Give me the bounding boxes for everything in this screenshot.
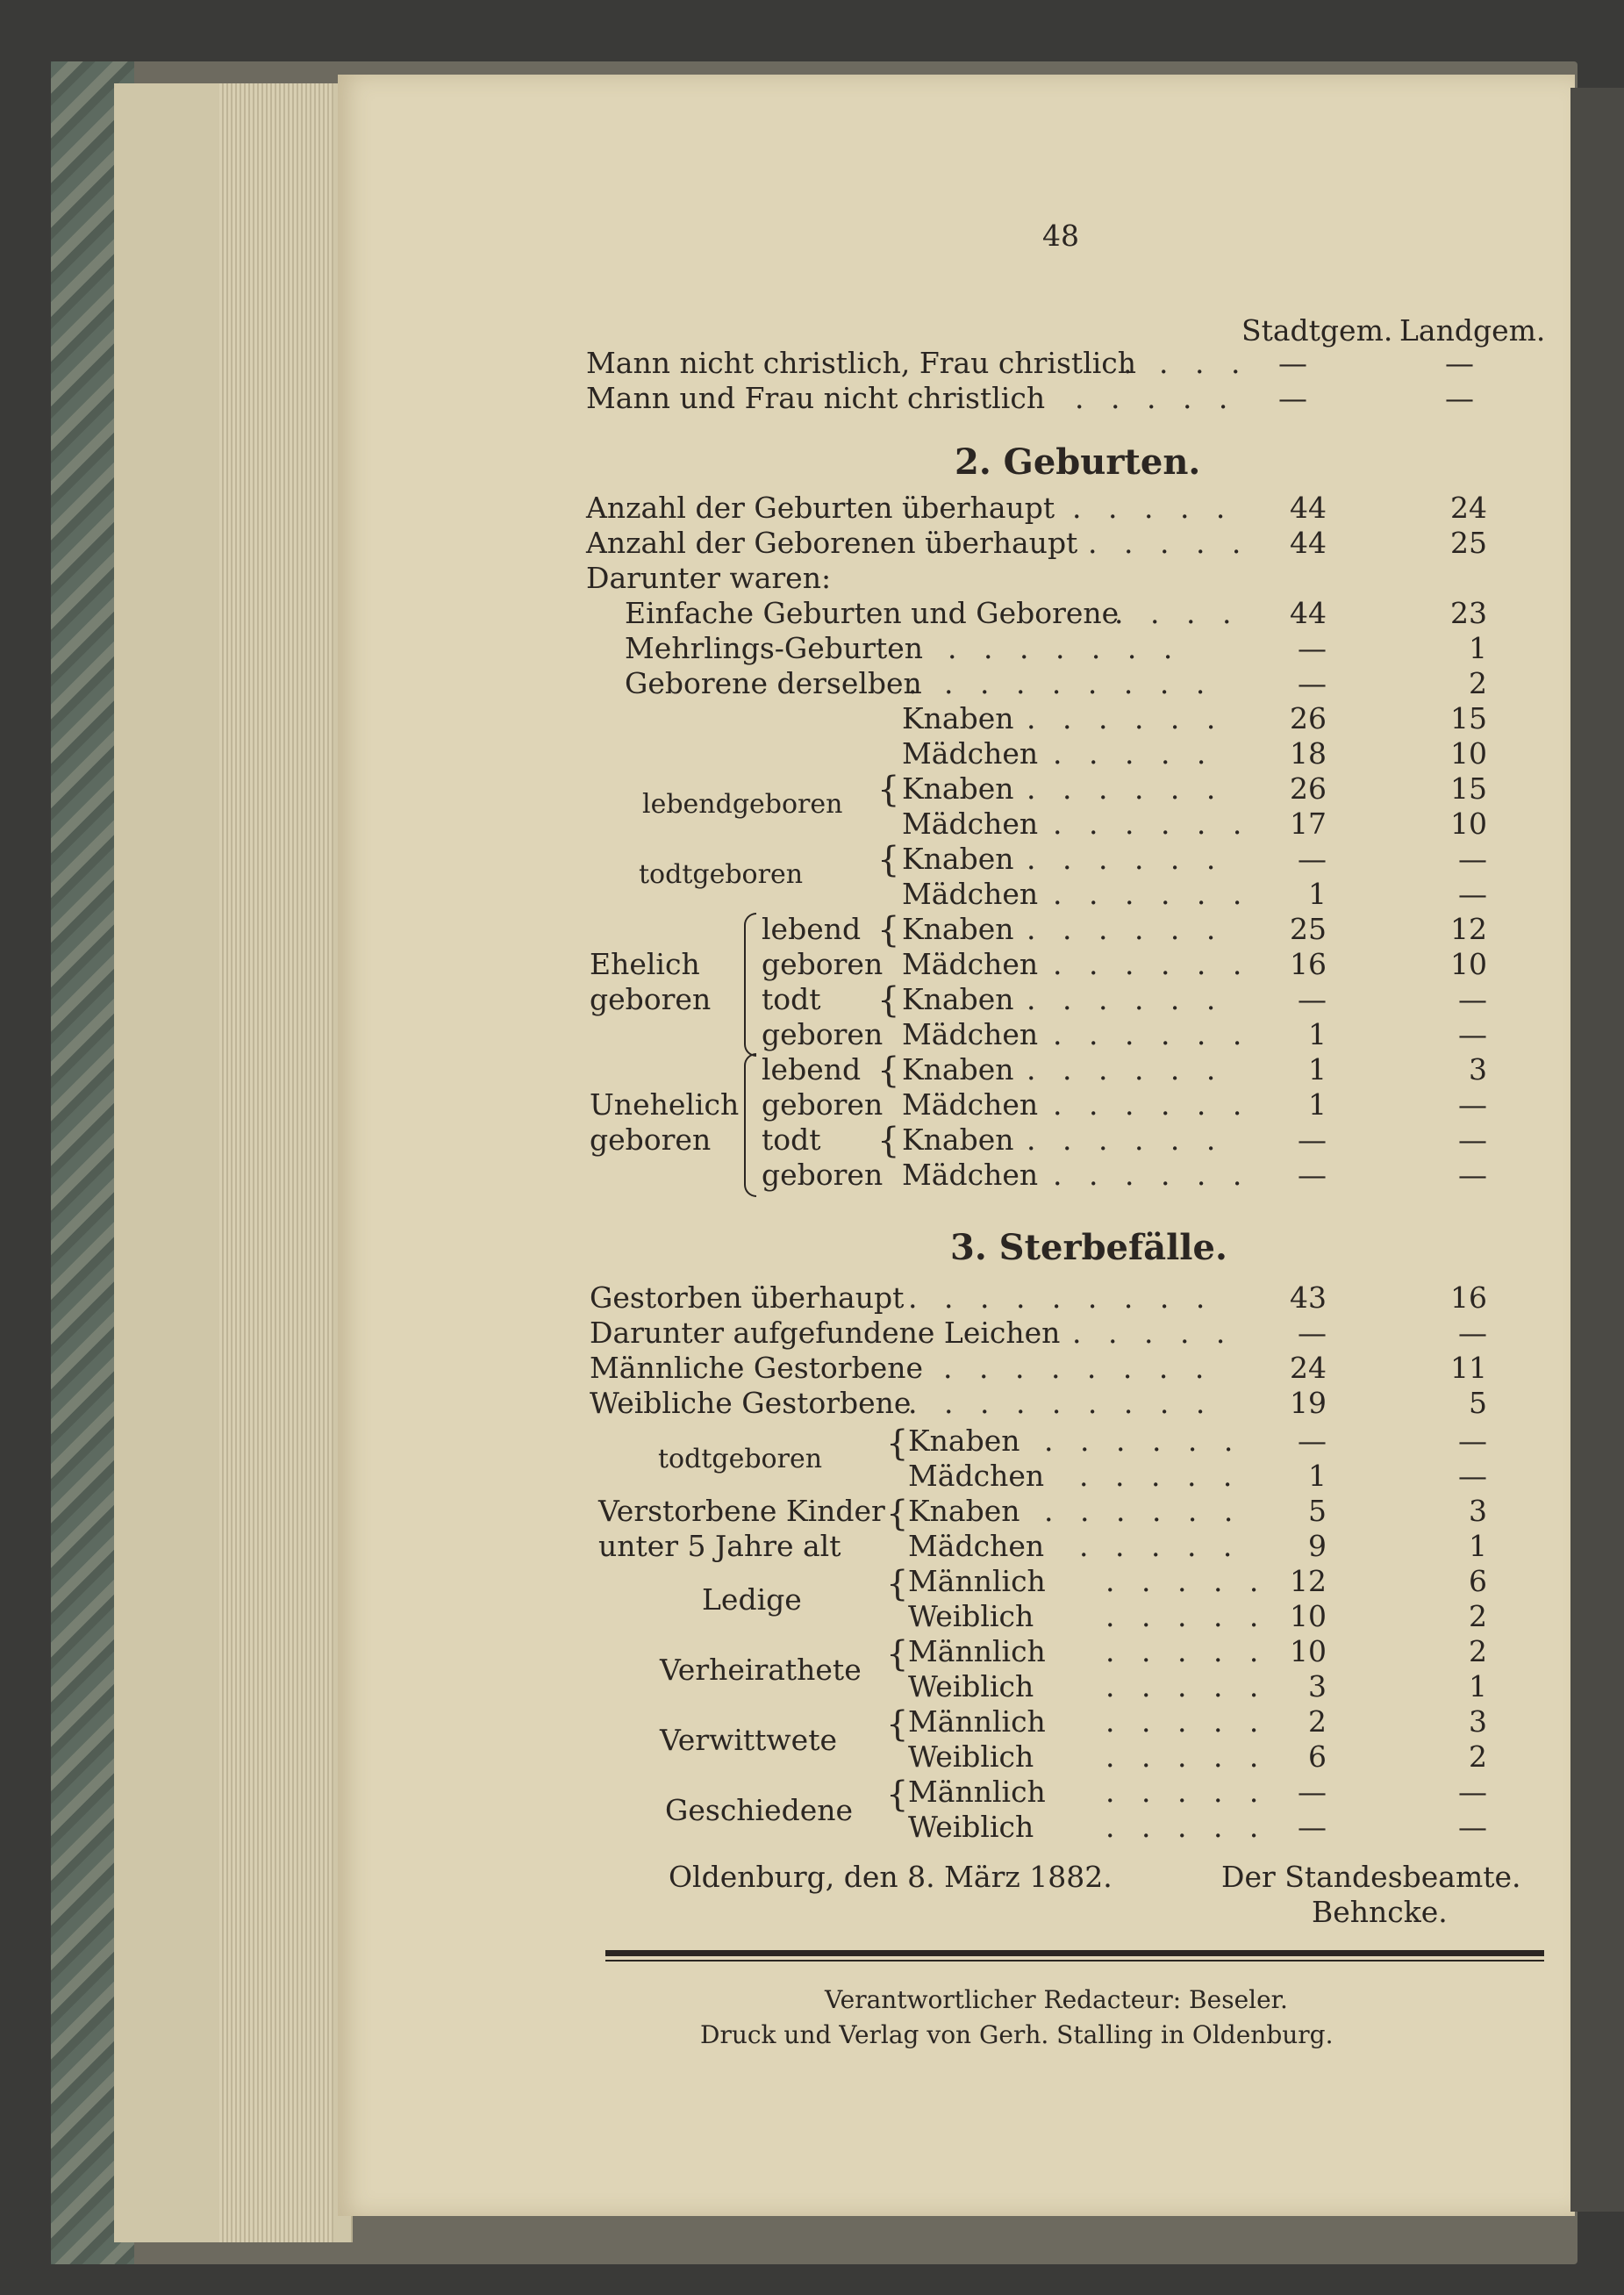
brace-icon: {	[877, 910, 900, 950]
sub-label: lebend	[762, 1052, 862, 1087]
leader-dots: . . . . . .	[1053, 807, 1251, 841]
brace-icon	[744, 913, 756, 1057]
value-stadt: 1	[1308, 1087, 1327, 1122]
row-label: Männlich	[908, 1634, 1046, 1668]
row-label: Knaben	[908, 1494, 1020, 1528]
row-label: Mädchen	[902, 1087, 1039, 1122]
leader-dots: . . . . . .	[1053, 877, 1251, 911]
value-stadt: —	[1298, 1122, 1327, 1157]
section-heading-geburten: 2. Geburten.	[955, 441, 1201, 483]
value-land: —	[1458, 1459, 1487, 1493]
value-stadt: 43	[1290, 1280, 1327, 1315]
value-stadt: 9	[1308, 1529, 1327, 1563]
leader-dots: . . . . .	[1105, 1775, 1268, 1809]
leader-dots: . . . . . .	[1044, 1494, 1242, 1528]
value-land: —	[1458, 1087, 1487, 1122]
value-land: —	[1458, 1810, 1487, 1844]
leader-dots: . . . . . .	[1027, 842, 1225, 876]
value-stadt: 24	[1290, 1351, 1327, 1385]
row-label: Anzahl der Geburten überhaupt	[586, 491, 1055, 525]
brace-icon: {	[886, 1494, 909, 1534]
sub-label: todt	[762, 982, 821, 1016]
row-label: Mädchen	[902, 736, 1039, 771]
brace-icon: {	[877, 770, 900, 810]
value-land: 12	[1450, 912, 1487, 946]
leader-dots: . . . . . .	[1027, 1122, 1225, 1157]
sub-label: lebend	[762, 912, 862, 946]
value-land: 10	[1450, 947, 1487, 981]
value-land: 5	[1469, 1386, 1487, 1420]
group-label: todtgeboren	[639, 859, 804, 890]
value-land: 11	[1450, 1351, 1487, 1385]
row-label: Weiblich	[908, 1599, 1034, 1633]
value-land: 2	[1469, 666, 1487, 700]
value-land: 25	[1450, 526, 1487, 560]
right-page-edge	[1570, 88, 1624, 2212]
row-label: Weiblich	[908, 1810, 1034, 1844]
value-land: —	[1458, 1158, 1487, 1192]
value-land: 1	[1469, 631, 1487, 665]
value-land: 15	[1450, 701, 1487, 735]
brace-icon: {	[886, 1775, 909, 1815]
group-label: Verwittwete	[660, 1723, 837, 1757]
row-label: Mädchen	[902, 1158, 1039, 1192]
group-label: Ledige	[702, 1582, 802, 1617]
value-stadt: 1	[1308, 877, 1327, 911]
value-stadt: —	[1278, 381, 1307, 415]
group-label: Verstorbene Kinder	[598, 1494, 885, 1528]
leader-dots: . . . . .	[1105, 1704, 1268, 1739]
row-label: Geborene derselben	[625, 666, 922, 700]
leader-dots: . . . . .	[1075, 381, 1237, 415]
value-stadt: —	[1298, 1810, 1327, 1844]
value-stadt: 16	[1290, 947, 1327, 981]
row-label: Mädchen	[908, 1459, 1045, 1493]
value-land: 10	[1450, 736, 1487, 771]
leader-dots: . . . .	[1123, 346, 1249, 380]
row-label: Knaben	[902, 912, 1014, 946]
brace-icon	[744, 1053, 756, 1197]
group-label: geboren	[590, 1122, 712, 1157]
value-stadt: —	[1298, 982, 1327, 1016]
value-land: —	[1458, 1316, 1487, 1350]
leader-dots: . . . .	[1114, 596, 1241, 630]
group-label: Unehelich	[590, 1087, 740, 1122]
value-land: 1	[1469, 1669, 1487, 1703]
leader-dots: . . . . .	[1105, 1634, 1268, 1668]
signer-title: Der Standesbeamte.	[1221, 1860, 1521, 1894]
brace-icon: {	[877, 1121, 900, 1161]
value-stadt: 1	[1308, 1459, 1327, 1493]
value-stadt: 44	[1290, 491, 1327, 525]
group-label: Geschiedene	[665, 1793, 854, 1827]
footer-printer: Druck und Verlag von Gerh. Stalling in Oldenburg.	[700, 2020, 1334, 2049]
leader-dots: . . . . . . . . .	[908, 1280, 1214, 1315]
brace-icon: {	[886, 1634, 909, 1675]
row-label: Einfache Geburten und Geborene	[625, 596, 1120, 630]
value-stadt: 44	[1290, 526, 1327, 560]
value-land: 3	[1469, 1494, 1487, 1528]
sub-label: geboren	[762, 1158, 884, 1192]
value-stadt: —	[1298, 1158, 1327, 1192]
leader-dots: . . . . . .	[1027, 701, 1225, 735]
row-label: Mehrlings-Geburten	[625, 631, 924, 665]
footer-editor: Verantwortlicher Redacteur: Beseler.	[825, 1985, 1288, 2014]
row-label: Männlich	[908, 1564, 1046, 1598]
value-stadt: 26	[1290, 701, 1327, 735]
signer-name: Behncke.	[1312, 1895, 1448, 1929]
row-label: Knaben	[908, 1424, 1020, 1458]
leader-dots: . . . . . .	[1027, 771, 1225, 806]
value-land: —	[1445, 381, 1474, 415]
value-stadt: —	[1298, 1775, 1327, 1809]
row-label: Mädchen	[902, 947, 1039, 981]
group-label: geboren	[590, 982, 712, 1016]
leader-dots: . . . . .	[1105, 1739, 1268, 1774]
value-stadt: 18	[1290, 736, 1327, 771]
value-land: —	[1458, 1775, 1487, 1809]
page-number: 48	[1042, 219, 1079, 253]
value-stadt: 2	[1308, 1704, 1327, 1739]
brace-icon: {	[877, 840, 900, 880]
row-label: Knaben	[902, 1122, 1014, 1157]
value-stadt: 6	[1308, 1739, 1327, 1774]
group-label: todtgeboren	[658, 1444, 823, 1474]
row-label: Knaben	[902, 1052, 1014, 1087]
row-label: Mädchen	[902, 877, 1039, 911]
row-label: Weibliche Gestorbene	[590, 1386, 912, 1420]
leader-dots: . . . . . .	[1027, 982, 1225, 1016]
value-land: 23	[1450, 596, 1487, 630]
brace-icon: {	[886, 1704, 909, 1745]
value-stadt: —	[1298, 842, 1327, 876]
row-label: Weiblich	[908, 1669, 1034, 1703]
value-stadt: 19	[1290, 1386, 1327, 1420]
value-stadt: —	[1298, 666, 1327, 700]
row-label: Knaben	[902, 701, 1014, 735]
brace-icon: {	[877, 1051, 900, 1091]
group-label: lebendgeboren	[642, 789, 843, 820]
value-stadt: 10	[1290, 1634, 1327, 1668]
leader-dots: . . . . . . . .	[943, 1351, 1213, 1385]
row-label: Mädchen	[908, 1529, 1045, 1563]
value-land: 2	[1469, 1599, 1487, 1633]
brace-icon: {	[886, 1564, 909, 1604]
leader-dots: . . . . . .	[1053, 1087, 1251, 1122]
column-header-stadt: Stadtgem.	[1241, 313, 1393, 348]
value-land: 2	[1469, 1634, 1487, 1668]
leader-dots: . . . . . .	[1053, 947, 1251, 981]
value-land: —	[1458, 1424, 1487, 1458]
sub-label: geboren	[762, 947, 884, 981]
group-label: Ehelich	[590, 947, 700, 981]
double-rule-thin	[605, 1960, 1544, 1962]
value-stadt: 1	[1308, 1017, 1327, 1051]
row-label: Knaben	[902, 771, 1014, 806]
place-date: Oldenburg, den 8. März 1882.	[669, 1860, 1112, 1894]
value-stadt: —	[1298, 1316, 1327, 1350]
row-label: Gestorben überhaupt	[590, 1280, 905, 1315]
value-land: 3	[1469, 1704, 1487, 1739]
leader-dots: . . . . . .	[1044, 1424, 1242, 1458]
leader-dots: . . . . .	[1079, 1459, 1241, 1493]
leader-dots: . . . . . .	[1053, 1017, 1251, 1051]
leader-dots: . . . . .	[1105, 1669, 1268, 1703]
leader-dots: . . . . .	[1105, 1564, 1268, 1598]
leader-dots: . . . . .	[1105, 1599, 1268, 1633]
value-land: —	[1445, 346, 1474, 380]
value-land: —	[1458, 982, 1487, 1016]
leader-dots: . . . . .	[1053, 736, 1215, 771]
row-label: Männliche Gestorbene	[590, 1351, 923, 1385]
leader-dots: . . . . .	[1088, 526, 1250, 560]
page-edges	[219, 83, 333, 2242]
leader-dots: . . . . .	[1072, 491, 1234, 525]
row-label: Anzahl der Geborenen überhaupt	[586, 526, 1078, 560]
leader-dots: . . . . .	[1105, 1810, 1268, 1844]
value-land: 2	[1469, 1739, 1487, 1774]
value-land: —	[1458, 1122, 1487, 1157]
group-label: Verheirathete	[660, 1653, 862, 1687]
value-stadt: —	[1298, 1424, 1327, 1458]
value-land: 24	[1450, 491, 1487, 525]
double-rule-thick	[605, 1950, 1544, 1956]
row-label: Darunter aufgefundene Leichen	[590, 1316, 1061, 1350]
leader-dots: . . . . .	[1072, 1316, 1234, 1350]
column-header-land: Landgem.	[1399, 313, 1546, 348]
value-land: 10	[1450, 807, 1487, 841]
value-land: —	[1458, 877, 1487, 911]
sub-label: geboren	[762, 1017, 884, 1051]
row-label: Knaben	[902, 982, 1014, 1016]
value-stadt: 17	[1290, 807, 1327, 841]
value-stadt: 1	[1308, 1052, 1327, 1087]
row-label: Knaben	[902, 842, 1014, 876]
brace-icon: {	[877, 980, 900, 1021]
leader-dots: . . . . . . . . .	[908, 1386, 1214, 1420]
row-label: Mädchen	[902, 1017, 1039, 1051]
value-land: 6	[1469, 1564, 1487, 1598]
value-stadt: 44	[1290, 596, 1327, 630]
value-stadt: 26	[1290, 771, 1327, 806]
value-land: 1	[1469, 1529, 1487, 1563]
sub-label: todt	[762, 1122, 821, 1157]
leader-dots: . . . . . .	[1053, 1158, 1251, 1192]
row-label: Mädchen	[902, 807, 1039, 841]
leader-dots: . . . . . .	[1027, 1052, 1225, 1087]
value-stadt: 25	[1290, 912, 1327, 946]
row-label: Mann und Frau nicht christlich	[586, 381, 1046, 415]
sub-label: geboren	[762, 1087, 884, 1122]
brace-icon: {	[886, 1424, 909, 1464]
value-stadt: 5	[1308, 1494, 1327, 1528]
value-stadt: —	[1298, 631, 1327, 665]
value-land: 15	[1450, 771, 1487, 806]
value-land: 16	[1450, 1280, 1487, 1315]
leader-dots: . . . . . . .	[948, 631, 1182, 665]
value-stadt: 10	[1290, 1599, 1327, 1633]
value-stadt: 12	[1290, 1564, 1327, 1598]
row-label: Männlich	[908, 1775, 1046, 1809]
value-land: 3	[1469, 1052, 1487, 1087]
leader-dots: . . . . .	[1079, 1529, 1241, 1563]
value-land: —	[1458, 1017, 1487, 1051]
row-label: Mann nicht christlich, Frau christlich	[586, 346, 1137, 380]
value-stadt: 3	[1308, 1669, 1327, 1703]
row-label: Weiblich	[908, 1739, 1034, 1774]
value-land: —	[1458, 842, 1487, 876]
section-heading-sterbefaelle: 3. Sterbefälle.	[950, 1227, 1227, 1268]
group-label: unter 5 Jahre alt	[598, 1529, 841, 1563]
row-label: Männlich	[908, 1704, 1046, 1739]
row-label: Darunter waren:	[586, 561, 832, 595]
leader-dots: . . . . . . . . .	[908, 666, 1214, 700]
leader-dots: . . . . . .	[1027, 912, 1225, 946]
value-stadt: —	[1278, 346, 1307, 380]
